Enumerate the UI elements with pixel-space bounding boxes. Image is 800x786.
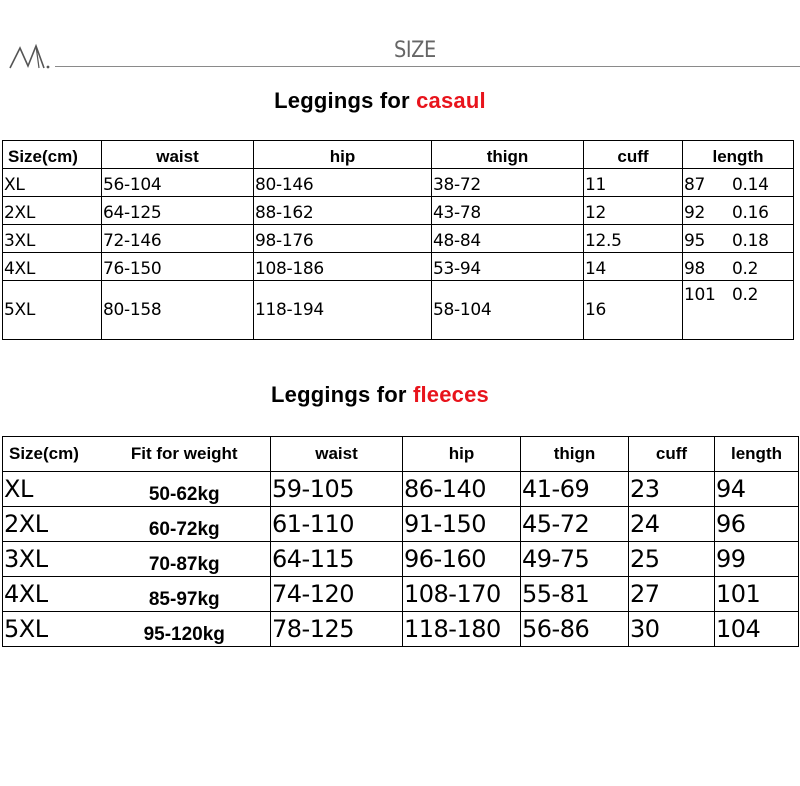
fleece-section-title bbox=[0, 382, 760, 408]
size-cell: 2XL bbox=[3, 507, 99, 542]
column-header-thign: thign bbox=[432, 141, 584, 169]
waist-cell: 78-125 bbox=[271, 612, 403, 647]
casual-title-prefix: Leggings for bbox=[274, 88, 417, 113]
column-header-size: Size(cm) bbox=[3, 141, 102, 169]
monogram-m-logo-icon bbox=[8, 40, 52, 70]
length-cell bbox=[683, 253, 794, 281]
length-secondary-value: 0.2 bbox=[732, 259, 759, 279]
column-header-hip: hip bbox=[403, 437, 521, 472]
fleece-title-prefix: Leggings for bbox=[271, 382, 413, 407]
length-cell: 101 bbox=[715, 577, 799, 612]
cuff-cell: 24 bbox=[629, 507, 715, 542]
casual-size-table bbox=[2, 140, 794, 340]
thign-cell: 48-84 bbox=[432, 225, 584, 253]
length-cell bbox=[683, 169, 794, 197]
weight-cell: 50-62kg bbox=[99, 472, 271, 507]
table-row bbox=[3, 225, 794, 253]
length-secondary-value: 0.2 bbox=[732, 285, 759, 305]
size-cell: 4XL bbox=[3, 253, 102, 281]
hip-cell: 118-194 bbox=[254, 281, 432, 340]
fleece-title-accent: fleeces bbox=[412, 382, 489, 407]
hip-cell: 96-160 bbox=[403, 542, 521, 577]
header-divider bbox=[55, 66, 800, 67]
table-header-row bbox=[3, 141, 794, 169]
size-heading: SIZE bbox=[394, 38, 436, 63]
waist-cell: 72-146 bbox=[102, 225, 254, 253]
waist-cell: 74-120 bbox=[271, 577, 403, 612]
length-cell bbox=[683, 197, 794, 225]
length-cell: 99 bbox=[715, 542, 799, 577]
table-row bbox=[3, 472, 799, 507]
cuff-cell: 25 bbox=[629, 542, 715, 577]
size-cell: 3XL bbox=[3, 542, 99, 577]
column-header-waist: waist bbox=[102, 141, 254, 169]
thign-cell: 49-75 bbox=[521, 542, 629, 577]
thign-cell: 58-104 bbox=[432, 281, 584, 340]
length-cell bbox=[683, 281, 794, 340]
hip-cell: 86-140 bbox=[403, 472, 521, 507]
table-row bbox=[3, 197, 794, 225]
hip-cell: 91-150 bbox=[403, 507, 521, 542]
table-row bbox=[3, 169, 794, 197]
cuff-cell: 23 bbox=[629, 472, 715, 507]
hip-cell: 108-170 bbox=[403, 577, 521, 612]
weight-cell: 85-97kg bbox=[99, 577, 271, 612]
length-cell: 104 bbox=[715, 612, 799, 647]
cuff-cell: 27 bbox=[629, 577, 715, 612]
table-row bbox=[3, 281, 794, 340]
cuff-cell: 12 bbox=[584, 197, 683, 225]
length-value: 87 bbox=[684, 175, 706, 195]
page-header bbox=[0, 0, 800, 80]
size-cell: 4XL bbox=[3, 577, 99, 612]
weight-cell: 95-120kg bbox=[99, 612, 271, 647]
column-header-cuff: cuff bbox=[629, 437, 715, 472]
length-cell: 96 bbox=[715, 507, 799, 542]
cuff-cell: 16 bbox=[584, 281, 683, 340]
hip-cell: 98-176 bbox=[254, 225, 432, 253]
weight-cell: 70-87kg bbox=[99, 542, 271, 577]
thign-cell: 43-78 bbox=[432, 197, 584, 225]
thign-cell: 41-69 bbox=[521, 472, 629, 507]
table-row bbox=[3, 507, 799, 542]
thign-cell: 38-72 bbox=[432, 169, 584, 197]
casual-section-title bbox=[0, 88, 760, 114]
table-header-row bbox=[3, 437, 799, 472]
thign-cell: 56-86 bbox=[521, 612, 629, 647]
weight-cell: 60-72kg bbox=[99, 507, 271, 542]
length-secondary-value: 0.16 bbox=[732, 203, 769, 223]
column-header-length: length bbox=[683, 141, 794, 169]
hip-cell: 108-186 bbox=[254, 253, 432, 281]
cuff-cell: 30 bbox=[629, 612, 715, 647]
size-cell: XL bbox=[3, 169, 102, 197]
waist-cell: 61-110 bbox=[271, 507, 403, 542]
hip-cell: 118-180 bbox=[403, 612, 521, 647]
column-header-fit-for-weight: Fit for weight bbox=[99, 437, 271, 472]
table-row bbox=[3, 542, 799, 577]
thign-cell: 45-72 bbox=[521, 507, 629, 542]
table-row bbox=[3, 577, 799, 612]
cuff-cell: 12.5 bbox=[584, 225, 683, 253]
thign-cell: 55-81 bbox=[521, 577, 629, 612]
table-row bbox=[3, 612, 799, 647]
waist-cell: 59-105 bbox=[271, 472, 403, 507]
size-cell: 3XL bbox=[3, 225, 102, 253]
cuff-cell: 14 bbox=[584, 253, 683, 281]
size-cell: 5XL bbox=[3, 281, 102, 340]
size-cell: 2XL bbox=[3, 197, 102, 225]
column-header-length: length bbox=[715, 437, 799, 472]
length-value: 98 bbox=[684, 259, 706, 279]
size-cell: 5XL bbox=[3, 612, 99, 647]
waist-cell: 80-158 bbox=[102, 281, 254, 340]
casual-title-accent: casaul bbox=[416, 88, 486, 113]
fleece-size-table bbox=[2, 436, 799, 647]
thign-cell: 53-94 bbox=[432, 253, 584, 281]
length-secondary-value: 0.14 bbox=[732, 175, 769, 195]
table-row bbox=[3, 253, 794, 281]
length-cell: 94 bbox=[715, 472, 799, 507]
size-cell: XL bbox=[3, 472, 99, 507]
column-header-cuff: cuff bbox=[584, 141, 683, 169]
waist-cell: 76-150 bbox=[102, 253, 254, 281]
length-value: 95 bbox=[684, 231, 706, 251]
length-value: 92 bbox=[684, 203, 706, 223]
column-header-size: Size(cm) bbox=[3, 437, 99, 472]
waist-cell: 64-125 bbox=[102, 197, 254, 225]
waist-cell: 64-115 bbox=[271, 542, 403, 577]
length-value: 101 bbox=[684, 285, 716, 305]
hip-cell: 88-162 bbox=[254, 197, 432, 225]
length-cell bbox=[683, 225, 794, 253]
hip-cell: 80-146 bbox=[254, 169, 432, 197]
column-header-hip: hip bbox=[254, 141, 432, 169]
waist-cell: 56-104 bbox=[102, 169, 254, 197]
column-header-thign: thign bbox=[521, 437, 629, 472]
cuff-cell: 11 bbox=[584, 169, 683, 197]
length-secondary-value: 0.18 bbox=[732, 231, 769, 251]
column-header-waist: waist bbox=[271, 437, 403, 472]
